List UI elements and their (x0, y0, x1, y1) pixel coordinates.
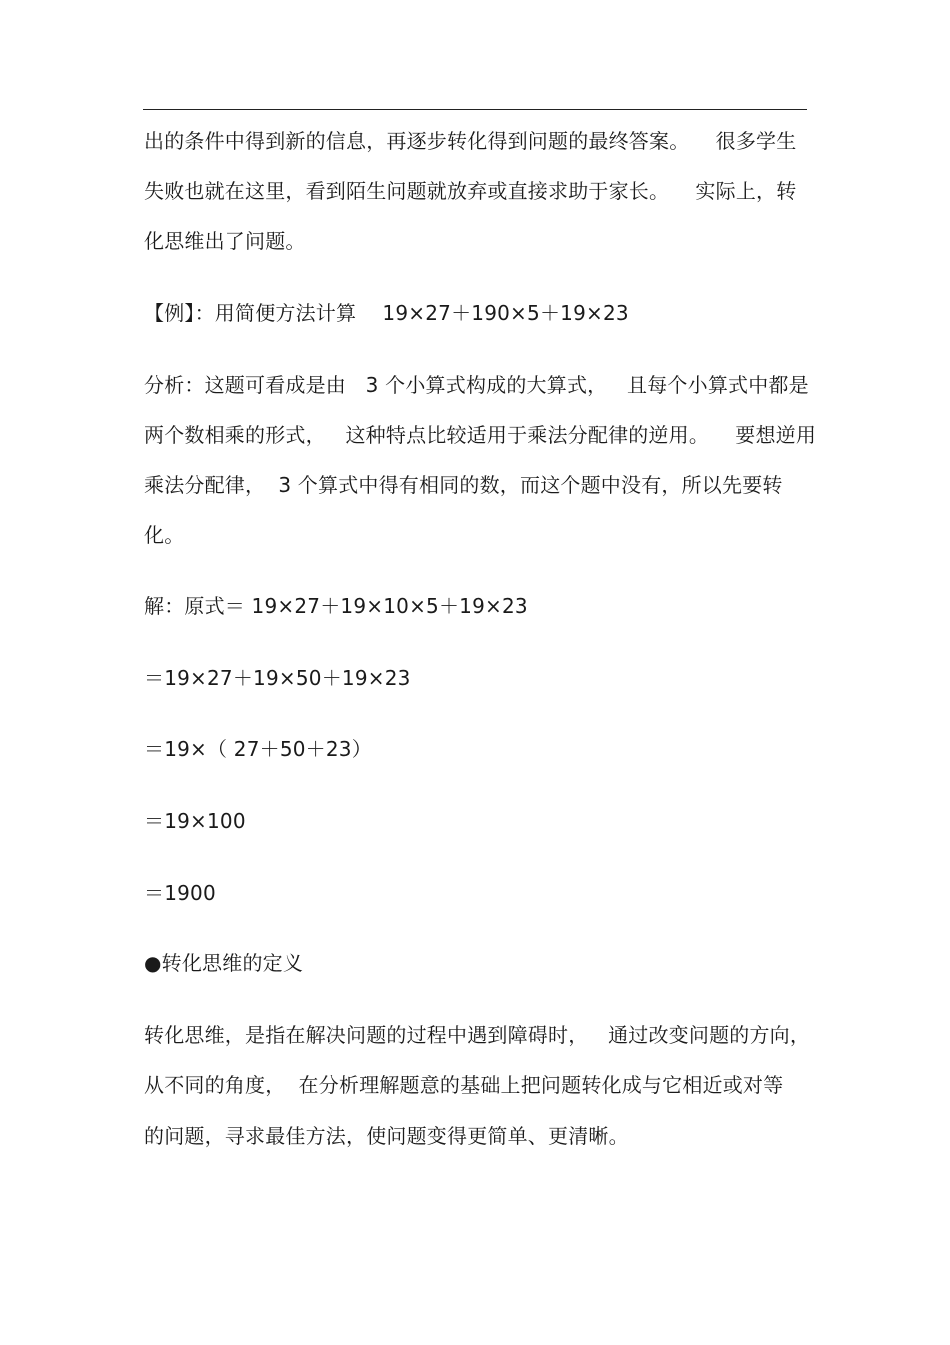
example-line: 【例】：用简便方法计算 19×27＋190×5＋19×23 (144, 301, 629, 325)
intro-line-2: 失败也就在这里，看到陌生问题就放弃或直接求助于家长。 实际上，转 (144, 179, 797, 203)
analysis-line-2: 两个数相乘的形式， 这种特点比较适用于乘法分配律的逆用。 要想逆用 (144, 423, 817, 447)
definition-line-1: 转化思维，是指在解决问题的过程中遇到障碍时， 通过改变问题的方向， (144, 1023, 811, 1047)
intro-line-1: 出的条件中得到新的信息，再逐步转化得到问题的最终答案。 很多学生 (144, 129, 797, 153)
solution-line-4: ＝19×100 (144, 809, 246, 833)
solution-line-1: 解：原式＝ 19×27＋19×10×5＋19×23 (144, 594, 528, 618)
section-heading: ●转化思维的定义 (144, 951, 304, 975)
header-rule (143, 109, 807, 110)
analysis-line-3: 乘法分配律， 3 个算式中得有相同的数，而这个题中没有，所以先要转 (144, 473, 783, 497)
intro-line-3: 化思维出了问题。 (144, 229, 306, 253)
solution-line-3: ＝19×（ 27＋50＋23） (144, 737, 372, 761)
definition-line-2: 从不同的角度， 在分析理解题意的基础上把问题转化成与它相近或对等 (144, 1073, 784, 1097)
solution-line-5: ＝1900 (144, 881, 216, 905)
analysis-line-4: 化。 (144, 523, 185, 547)
definition-line-3: 的问题，寻求最佳方法，使问题变得更简单、更清晰。 (144, 1124, 629, 1148)
solution-line-2: ＝19×27＋19×50＋19×23 (144, 666, 411, 690)
analysis-line-1: 分析：这题可看成是由 3 个小算式构成的大算式， 且每个小算式中都是 (144, 373, 809, 397)
